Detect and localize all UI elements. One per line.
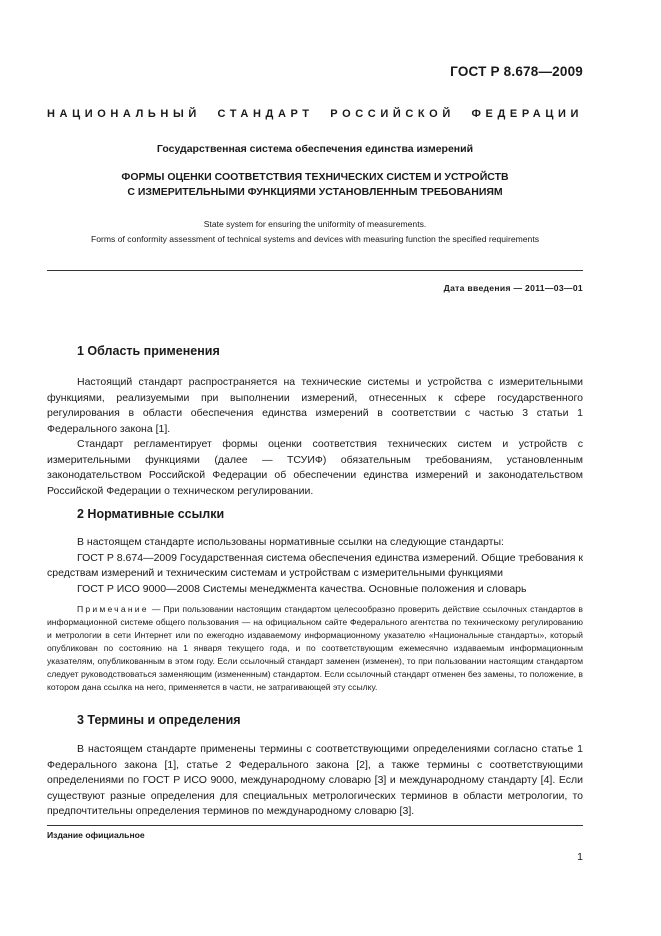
section-2-body [47, 535, 583, 597]
section-3-heading: 3 Термины и определения [77, 713, 241, 727]
english-title-line: State system for ensuring the uniformity of measurements. [203, 219, 427, 229]
document-code: ГОСТ Р 8.678—2009 [450, 64, 583, 79]
note-paragraph [47, 603, 583, 694]
system-title: Государственная система обеспечения единства измерений [156, 143, 474, 155]
banner-word: ФЕДЕРАЦИИ [471, 108, 583, 120]
paragraph: ГОСТ Р 8.674—2009 Государственная система обеспечения единства измерений. Общие требования к средствам измерений и техническим системам и устройствам с измерительными функциями [47, 551, 583, 579]
paragraph: ГОСТ Р ИСО 9000—2008 Системы менеджмента качества. Основные положения и словарь [77, 582, 527, 595]
note-text: — При пользовании настоящим стандартом целесообразно проверить действие ссылочных стандартов в информационной системе общего пользования — на официальном сайте Федерального агентства по техническому регулированию и метрологии в сети Интернет или по ежегодно издаваемому информационному указателю «Национальные стандарты», который опубликован по состоянию на 1 января текущего года, и по соответствующим ежемесячно издаваемым информационным указателям, опубликованным в этом году. Если ссылочный стандарт заменен (изменен), то при пользовании настоящим стандартом следует руководствоваться заменяющим (измененным) стандартом. Если ссылочный стандарт отменен без замены, то положение, в котором дана ссылка на него, применяется в части, не затрагивающей эту ссылку. [47, 604, 583, 692]
header-divider [47, 270, 583, 271]
section-1-body [47, 375, 583, 499]
page-number: 1 [577, 851, 583, 863]
banner-word: РОССИЙСКОЙ [330, 108, 455, 120]
document-title [47, 170, 583, 200]
english-title [47, 217, 583, 247]
note-label: Примечание [77, 604, 149, 614]
paragraph: В настоящем стандарте использованы нормативные ссылки на следующие стандарты: [77, 536, 504, 548]
paragraph: Настоящий стандарт распространяется на технические системы и устройства с измерительными функциями, реализуемыми при выполнении измерений, отнесенных к сфере государственного регулирования в области обеспечения единства измерений в соответствии с частью 3 статьи 1 Федерального закона [1]. [47, 376, 583, 435]
section-1-heading: 1 Область применения [77, 344, 220, 358]
edition-label: Издание официальное [47, 830, 145, 840]
section-3-body [47, 742, 583, 820]
paragraph: В настоящем стандарте применены термины с соответствующими определениями согласно статье 1 Федерального закона [1], статье 2 Федерального закона [2], а также термины с соответствующими определениями по ГОСТ Р ИСО 9000, международному словарю [3] и международному стандарту [4]. Если существуют разные определения для специальных метрологических терминов в области метрологии, то предпочтительны определения терминов по международному словарю [3]. [47, 743, 583, 817]
section-2-heading: 2 Нормативные ссылки [77, 507, 225, 521]
english-title-line: Forms of conformity assessment of technical systems and devices with measuring function the specified requirements [90, 234, 540, 244]
title-line: С ИЗМЕРИТЕЛЬНЫМИ ФУНКЦИЯМИ УСТАНОВЛЕННЫМ ТРЕБОВАНИЯМ [127, 186, 503, 198]
note-block [47, 603, 583, 694]
banner-word: СТАНДАРТ [217, 108, 314, 120]
national-standard-banner [47, 108, 583, 120]
title-line: ФОРМЫ ОЦЕНКИ СООТВЕТСТВИЯ ТЕХНИЧЕСКИХ СИСТЕМ И УСТРОЙСТВ [121, 171, 509, 183]
banner-word: НАЦИОНАЛЬНЫЙ [47, 108, 201, 120]
footer-divider [47, 825, 583, 826]
introduction-date: Дата введения — 2011—03—01 [443, 283, 583, 293]
paragraph: Стандарт регламентирует формы оценки соответствия технических систем и устройств с измерительными функциями (далее — ТСУИФ) обязательным требованиям, установленным законодательством Российской Федерации об обеспечении единства измерений и законодательством Российской Федерации о техническом регулировании. [47, 438, 583, 497]
